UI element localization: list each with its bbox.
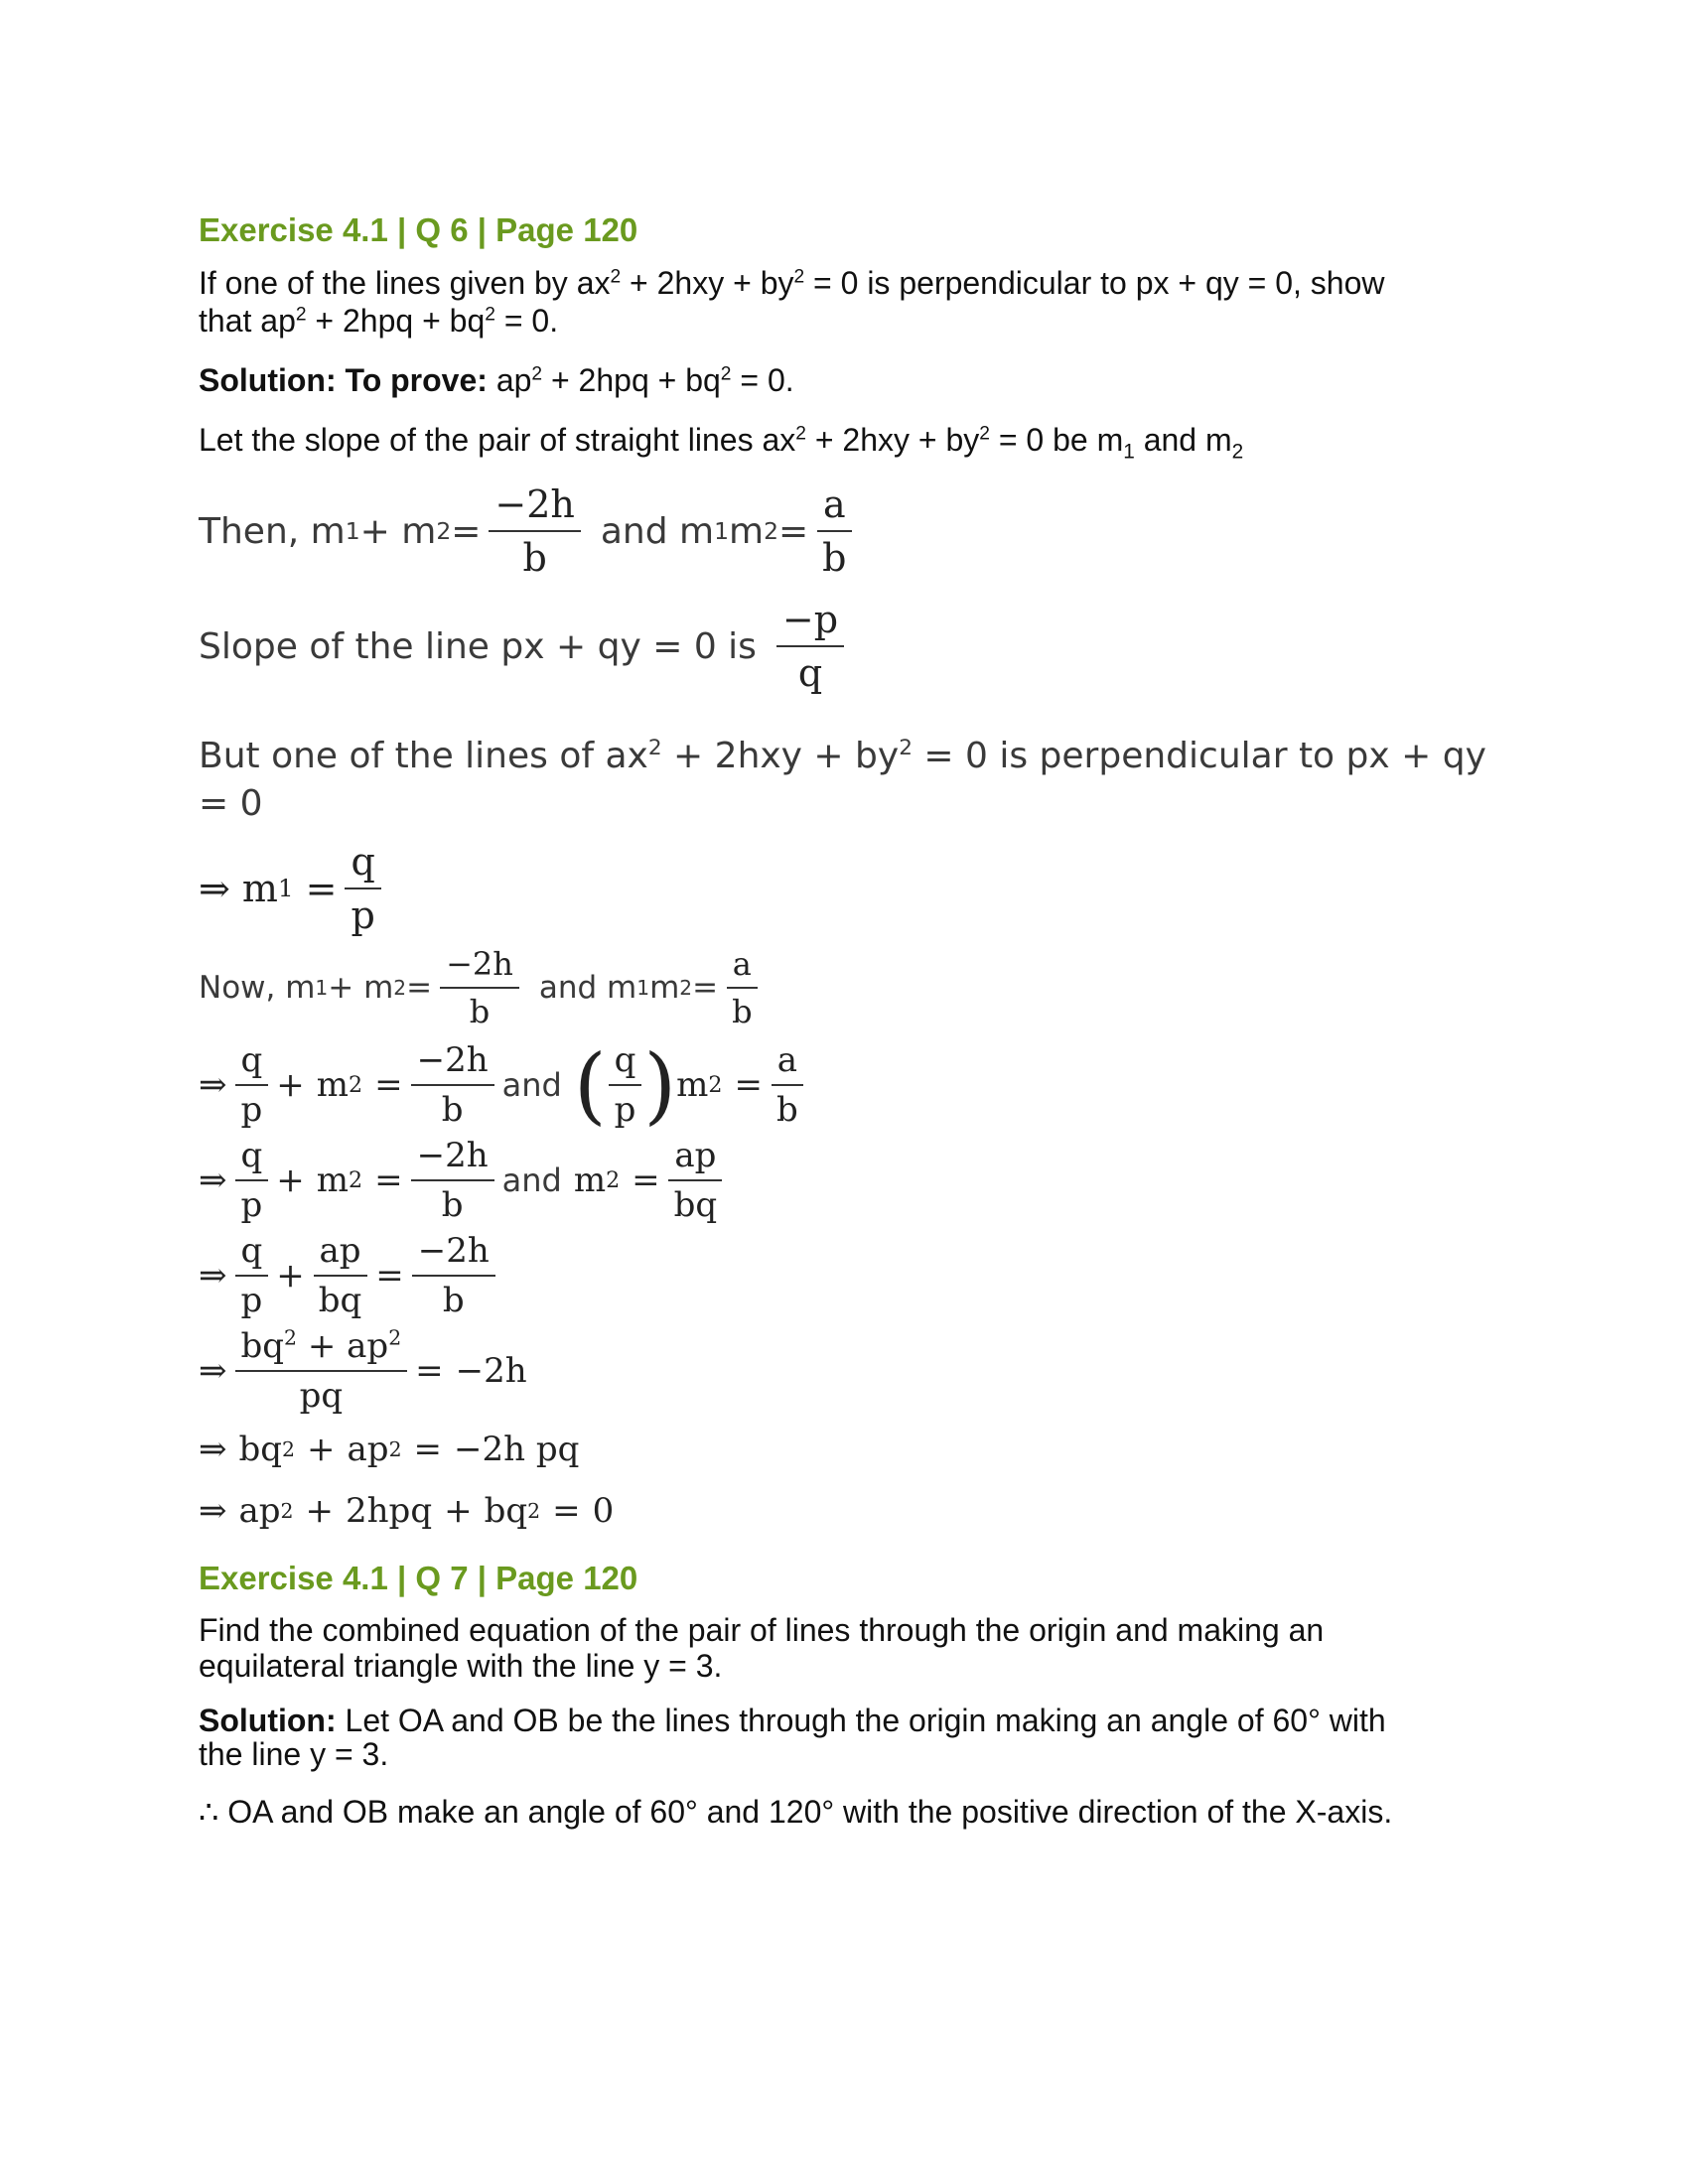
eq-perpendicular-text: But one of the lines of $ax^2 + 2hxy + by^2 = 0$ is perpendicular to px + qy = 0 xyxy=(199,736,1486,824)
document-page xyxy=(199,208,1489,1831)
q7-solution: Solution: Let OA and OB be the lines through the origin making an angle of 60° with the line y = 3. xyxy=(199,1703,1386,1772)
eq-cross-multiply: ⇒ bq 2 + ap 2 = −2h pq xyxy=(199,1430,580,1469)
q7-therefore: ∴ OA and OB make an angle of 60° and 120° with the positive direction of the X-axis. xyxy=(199,1794,1393,1830)
eq-now: Now, m 1 + m 2 = $\frac{-2h}{b}$ and m 1 m 2 = $\frac{a}{b}$ xyxy=(199,945,1489,1030)
eq-m2: ⇒ $\frac{q}{p}$ + m 2 = $\frac{-2h}{b}$ and m 2 = $\frac{ap}{bq}$ xyxy=(199,1136,1489,1225)
q6-heading: Exercise 4.1 | Q 6 | Page 120 xyxy=(199,211,638,248)
eq-sum: ⇒ $\frac{q}{p}$ + $\frac{ap}{bq}$ = $\frac{-2h}{b}$ xyxy=(199,1231,1489,1320)
eq-sum-product: Then, m 1 + m 2 = $\frac{-2h}{b}$ and m 1 m 2 = $\frac{a}{b}$ xyxy=(199,482,1489,580)
q7-heading: Exercise 4.1 | Q 7 | Page 120 xyxy=(199,1560,638,1596)
q6-let-slopes: Let the slope of the pair of straight lines $ax^2 + 2hxy + by^2 = 0$ be $m_1$ and $m_2$ xyxy=(199,422,1244,464)
eq-combined: ⇒ $\frac{bq^2 + ap^2}{pq}$ = −2h xyxy=(199,1325,527,1416)
q6-solution-to-prove: Solution: To prove: $ap^2 + 2hpq + bq^2 = 0$. xyxy=(199,362,794,398)
q6-question: If one of the lines given by $ax^2 + 2hxy + by^2 = 0$ is perpendicular to px + qy = 0, show that $ap^2 + 2hpq + bq^2 = 0$. xyxy=(199,265,1385,339)
eq-m1: ⇒ m 1 = $\frac{q}{p}$ xyxy=(199,840,1489,937)
eq-slope-line: Slope of the line px + qy = 0 is $\frac{-p}{q}$ xyxy=(199,598,1489,695)
q7-question: Find the combined equation of the pair of lines through the origin and making an equilateral triangle with the line y = 3. xyxy=(199,1612,1325,1684)
eq-final: ⇒ ap 2 + 2hpq + bq 2 = 0 xyxy=(199,1491,615,1531)
eq-substitute: ⇒ $\frac{q}{p}$ + m 2 = $\frac{-2h}{b}$ and ( $\frac{q}{p}$ ) m 2 = $\frac{a}{b}$ xyxy=(199,1040,1489,1130)
